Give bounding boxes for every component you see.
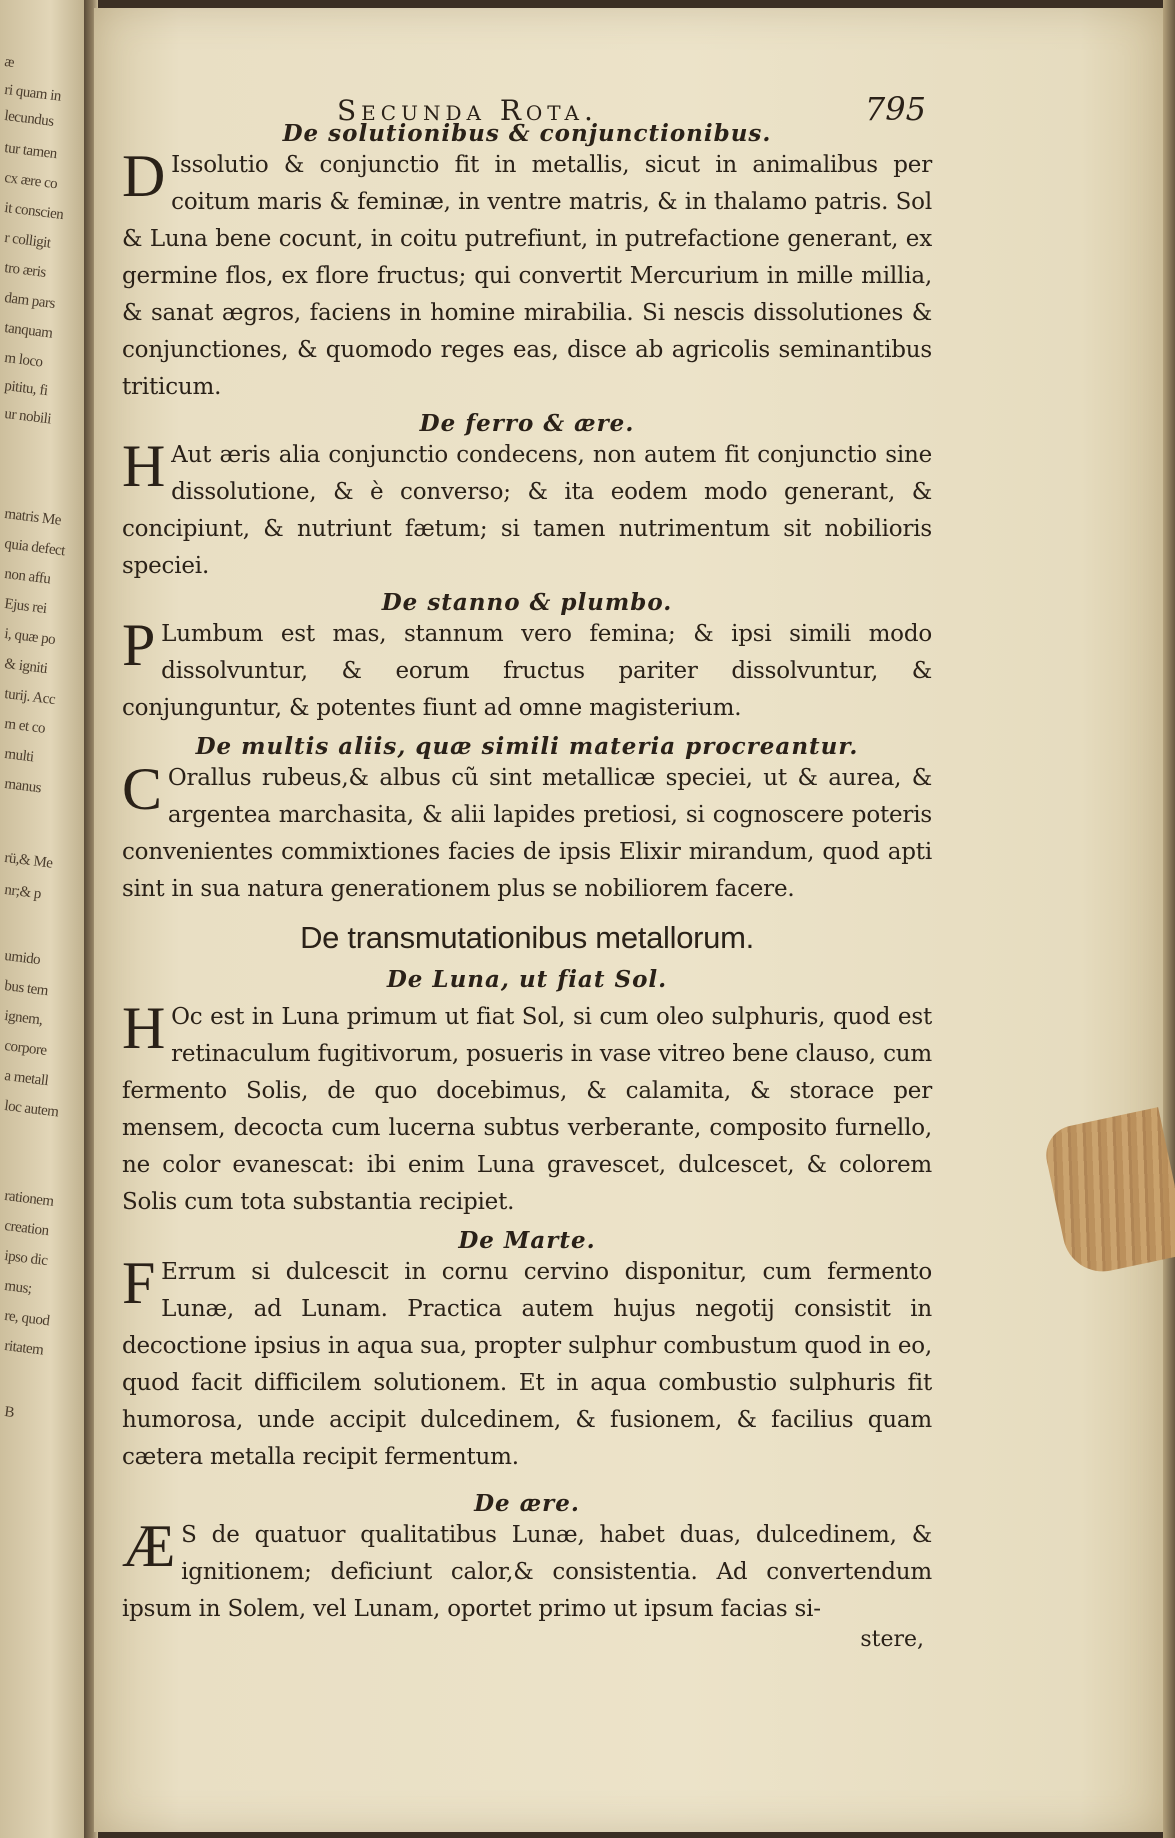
section-paragraph: F Errum si dulcescit in cornu cervino disponitur, cum fermento Lunæ, ad Lunam. Practica autem hujus negotij consistit in decoctione ipsius in aqua sua, propter sulphur combustum quod in eo, quod facit difficilem solutionem. Et in aqua combustio sulphuris fit humorosa, unde accipit dulcedinem, & fusionem, & facilius quam cætera metalla recipit fermentum. [122,1250,932,1470]
facing-page-fragment: tro æris [3,259,47,281]
facing-page-fragment: æ [3,53,15,72]
drop-cap: F [122,1250,156,1316]
catchword: stere, [860,1627,924,1652]
facing-page-fragment: non affu [3,565,52,588]
page-text [122,90,932,1654]
section-heading: De ferro & ære. [419,410,635,437]
section-paragraph: C Orallus rubeus,& albus cũ sint metallicæ speciei, ut & aurea, & argentea marchasita, & alii lapides pretiosi, si cognoscere poteris convenientes commixtiones facies de ipsis Elixir mirandum, quod apti sint in sua natura generationem plus se nobiliorem facere. [122,756,932,902]
facing-page-fragment: i, quæ po [3,625,57,649]
facing-page-fragment: ur nobili [3,405,52,428]
facing-page-fragment: ipso dic [3,1247,49,1270]
facing-page-left [0,0,92,1838]
facing-page-fragment: cx ære co [3,169,59,193]
facing-page-fragment: creation [3,1217,50,1240]
facing-page-fragment: tanquam [3,319,54,342]
facing-page-fragment: m loco [3,349,44,371]
facing-page-fragment: m et co [3,715,46,737]
facing-page-fragment: matris Me [3,505,62,529]
drop-cap: H [122,433,166,499]
chapter-title: De transmutationibus metallorum. [300,920,754,955]
facing-page-fragment: rationem [3,1187,55,1210]
facing-page-fragment: turij. Acc [3,685,56,709]
section-paragraph: H Aut æris alia conjunctio condecens, non autem fit conjunctio sine dissolutione, & è converso; & ita eodem modo generant, & concipiunt, & nutriunt fætum; si tamen nutrimentum sit nobilioris speciei. [122,433,932,579]
facing-page-fragment: lecundus [3,107,55,130]
facing-page-fragment: bus tem [3,977,49,1000]
section-heading: De Marte. [458,1227,596,1254]
facing-page-fragment: r colligit [3,229,52,252]
facing-page-fragment: & igniti [3,655,49,678]
page-edge [1163,0,1175,1838]
running-head: Secunda Rota. [337,94,598,127]
drop-cap: D [122,143,166,209]
facing-page-fragment: it conscien [3,199,65,224]
section-paragraph: D Issolutio & conjunctio fit in metallis, sicut in animalibus per coitum maris & feminæ, in ventre matris, & in thalamo patris. Sol & Luna bene cocunt, in coitu putrefiunt, in putrefactione generant, ex germine flos, ex flore fructus; qui convertit Mercurium in mille millia, & sanat ægros, faciens in homine mirabilia. Si nescis dissolutiones & conjunctiones, & quomodo reges eas, disce ab agricolis seminantibus triticum. [122,143,932,400]
facing-page-fragment: B [3,1403,15,1422]
drop-cap: P [122,612,156,678]
facing-page-fragment: mus; [3,1277,33,1298]
section-heading: De solutionibus & conjunctionibus. [282,120,772,147]
section-heading: De stanno & plumbo. [381,589,673,616]
facing-page-fragment: ritatem [3,1337,45,1359]
facing-page-fragment: ri quam in [3,81,62,105]
facing-page-fragment: nr;& p [3,881,42,903]
drop-cap: H [122,995,166,1061]
facing-page-fragment: rü,& Me [3,849,54,872]
facing-page-fragment: a metall [3,1067,50,1090]
facing-page-fragment: Ejus rei [3,595,48,617]
facing-page-fragment: loc autem [3,1097,60,1121]
facing-page-fragment: corpore [3,1037,48,1060]
section-paragraph: H Oc est in Luna primum ut fiat Sol, si cum oleo sulphuris, quod est retinaculum fugitivorum, posueris in vase vitreo bene clauso, cum fermento Solis, de quo docebimus, & calamita, & storace per mensem, decocta cum lucerna subtus verberante, composito furnello, ne color evanescat: ibi enim Luna gravescet, dulcescet, & colorem Solis cum tota substantia recipiet. [122,995,932,1215]
facing-page-fragment: manus [3,775,42,797]
section-heading: De multis aliis, quæ simili materia procreantur. [195,733,859,760]
facing-page-fragment: tur tamen [3,139,58,163]
facing-page-fragment: re, quod [3,1307,51,1330]
section-paragraph: P Lumbum est mas, stannum vero femina; & ipsi simili modo dissolvuntur, & eorum fructus pariter dissolvuntur, & conjunguntur, & potentes fiunt ad omne magisterium. [122,612,932,721]
page-number: 795 [864,90,926,128]
facing-page-fragment: pititu, fi [3,377,49,400]
section-heading: De ære. [474,1490,580,1517]
section-paragraph: Æ S de quatuor qualitatibus Lunæ, habet duas, dulcedinem, & ignitionem; deficiunt calor,& consistentia. Ad convertendum ipsum in Solem, vel Lunam, oportet primo ut ipsum facias si- [122,1513,932,1622]
facing-page-fragment: umido [3,947,42,969]
facing-page-fragment: dam pars [3,289,56,313]
drop-cap: Æ [122,1513,176,1579]
section-heading: De Luna, ut fiat Sol. [386,966,668,993]
drop-cap: C [122,756,162,822]
facing-page-fragment: multi [3,745,35,766]
facing-page-fragment: ignem, [3,1007,44,1029]
facing-page-fragment: quia defect [3,535,66,560]
